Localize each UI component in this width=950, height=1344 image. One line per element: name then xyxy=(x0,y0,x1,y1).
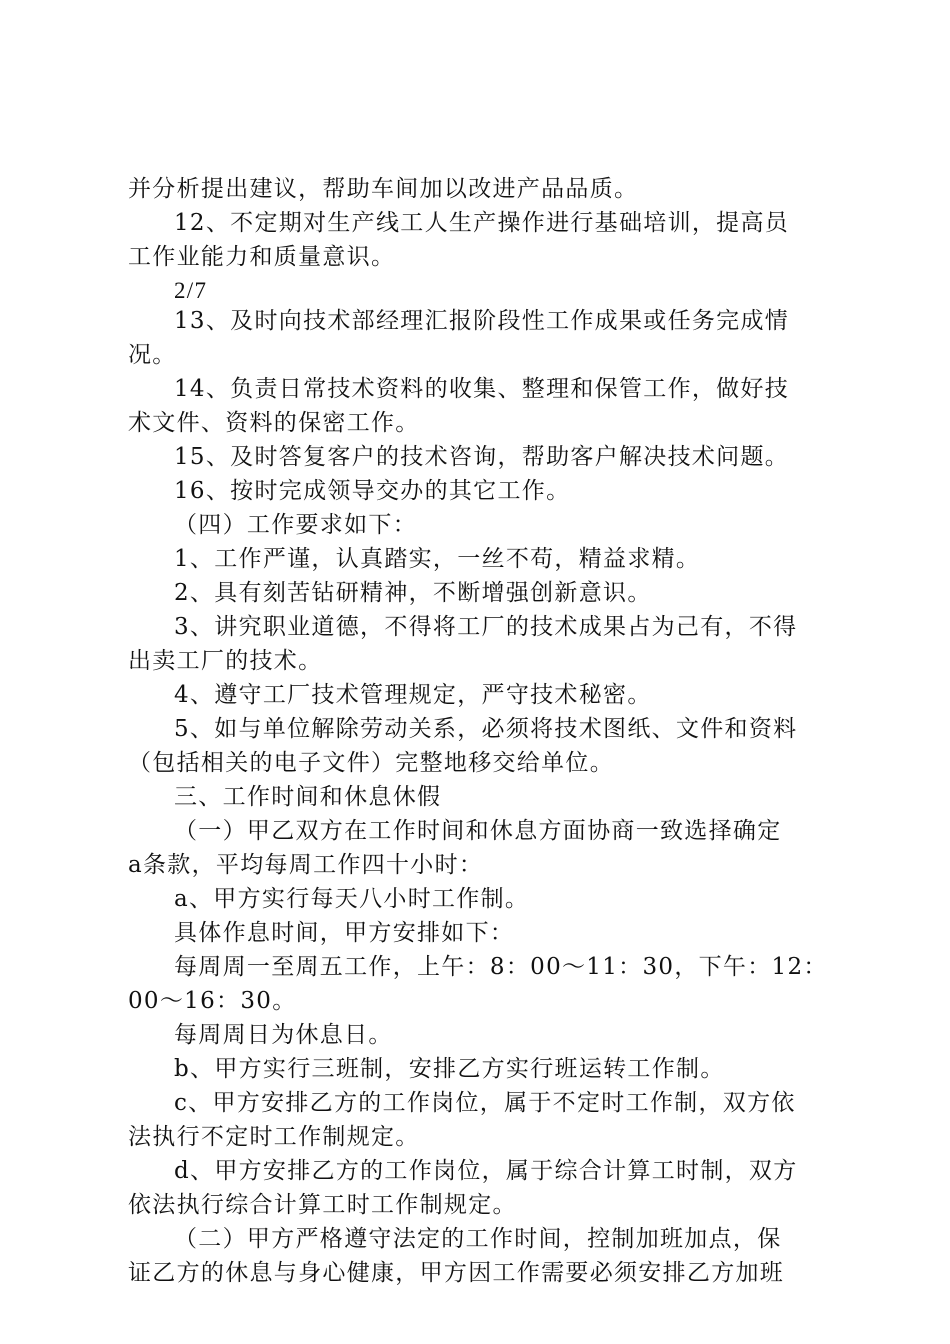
text-line: 依法执行综合计算工时工作制规定。 xyxy=(128,1192,517,1218)
text-line: （二）甲方严格遵守法定的工作时间，控制加班加点，保 xyxy=(174,1226,782,1252)
text-line: 3、讲究职业道德，不得将工厂的技术成果占为己有，不得 xyxy=(174,614,798,640)
text-line: 证乙方的休息与身心健康，甲方因工作需要必须安排乙方加班 xyxy=(128,1260,785,1286)
text-line: a条款，平均每周工作四十小时： xyxy=(128,852,484,878)
text-line: 工作业能力和质量意识。 xyxy=(128,244,396,270)
text-line: 5、如与单位解除劳动关系，必须将技术图纸、文件和资料 xyxy=(174,716,798,742)
text-line: 13、及时向技术部经理汇报阶段性工作成果或任务完成情 xyxy=(174,308,790,334)
text-line: 00～16：30。 xyxy=(128,988,297,1014)
text-line: 况。 xyxy=(128,342,177,368)
text-line: 12、不定期对生产线工人生产操作进行基础培训，提高员 xyxy=(174,210,790,236)
text-line: 具体作息时间，甲方安排如下： xyxy=(174,920,515,946)
section-heading: 三、工作时间和休息休假 xyxy=(174,784,442,810)
text-line: 2、具有刻苦钻研精神，不断增强创新意识。 xyxy=(174,580,652,606)
document-page xyxy=(128,172,828,1290)
text-line: 每周周日为休息日。 xyxy=(174,1022,393,1048)
section-heading: （四）工作要求如下： xyxy=(174,512,417,538)
text-line: （一）甲乙双方在工作时间和休息方面协商一致选择确定 xyxy=(174,818,782,844)
text-line: 法执行不定时工作制规定。 xyxy=(128,1124,420,1150)
text-line: 1、工作严谨，认真踏实，一丝不苟，精益求精。 xyxy=(174,546,701,572)
text-line: 每周周一至周五工作，上午：8：00～11：30，下午：12： xyxy=(174,954,828,980)
text-line: 并分析提出建议，帮助车间加以改进产品品质。 xyxy=(128,176,639,202)
text-line: 14、负责日常技术资料的收集、整理和保管工作，做好技 xyxy=(174,376,790,402)
text-line: 16、按时完成领导交办的其它工作。 xyxy=(174,478,571,504)
text-line: b、甲方实行三班制，安排乙方实行班运转工作制。 xyxy=(174,1056,725,1082)
text-line: 15、及时答复客户的技术咨询，帮助客户解决技术问题。 xyxy=(174,444,790,470)
text-line: 术文件、资料的保密工作。 xyxy=(128,410,420,436)
text-line: a、甲方实行每天八小时工作制。 xyxy=(174,886,530,912)
text-line: 4、遵守工厂技术管理规定，严守技术秘密。 xyxy=(174,682,652,708)
text-line: 出卖工厂的技术。 xyxy=(128,648,323,674)
text-line: d、甲方安排乙方的工作岗位，属于综合计算工时制，双方 xyxy=(174,1158,798,1184)
page-number: 2/7 xyxy=(174,278,208,303)
text-line: c、甲方安排乙方的工作岗位，属于不定时工作制，双方依 xyxy=(174,1090,796,1116)
text-line: （包括相关的电子文件）完整地移交给单位。 xyxy=(128,750,614,776)
